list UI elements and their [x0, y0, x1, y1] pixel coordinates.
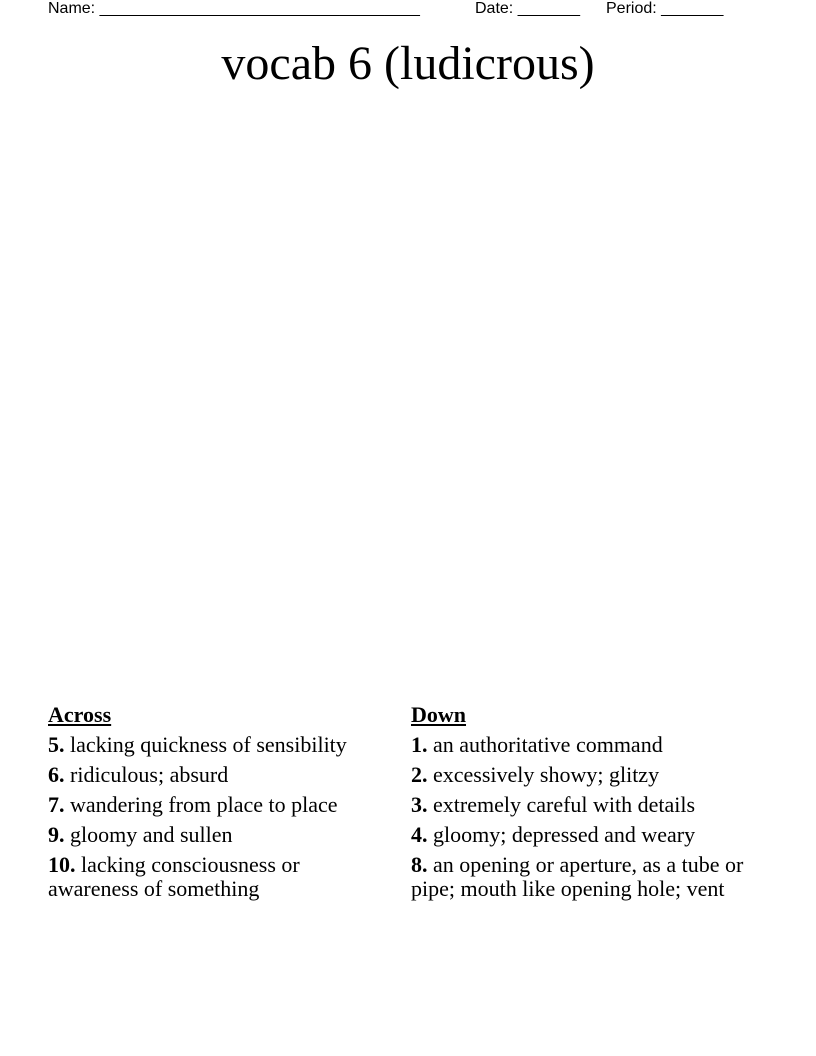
down-heading: Down: [411, 702, 467, 727]
clue-text: an authoritative command: [433, 732, 663, 757]
down-clues: [411, 703, 768, 907]
clue-number: 9.: [48, 822, 65, 847]
clue-number: 10.: [48, 852, 76, 877]
clue-text: extremely careful with details: [433, 792, 696, 817]
clue-text: an opening or aperture, as a tube or pipe; mouth like opening hole; vent: [411, 852, 744, 901]
worksheet-title: vocab 6 (ludicrous): [221, 37, 595, 90]
down-clue: [411, 763, 768, 787]
clue-text: lacking consciousness or awareness of something: [48, 852, 300, 901]
clue-number: 1.: [411, 732, 428, 757]
student-info-header: [48, 0, 768, 20]
clue-text: wandering from place to place: [70, 792, 338, 817]
clue-number: 4.: [411, 822, 428, 847]
crossword-grid-area: [48, 110, 768, 690]
clue-text: ridiculous; absurd: [70, 762, 229, 787]
across-clue: [48, 733, 358, 757]
clue-number: 2.: [411, 762, 428, 787]
down-clue: [411, 793, 768, 817]
across-clue: [48, 793, 358, 817]
clue-text: gloomy; depressed and weary: [433, 822, 696, 847]
clue-number: 3.: [411, 792, 428, 817]
across-clue: [48, 823, 358, 847]
across-clue: [48, 853, 358, 901]
period-field[interactable]: Period: _______: [606, 0, 724, 17]
clue-number: 5.: [48, 732, 65, 757]
clue-text: excessively showy; glitzy: [433, 762, 660, 787]
name-field[interactable]: Name: ____________________________________: [48, 0, 420, 17]
down-clue: [411, 823, 768, 847]
down-clue: [411, 733, 768, 757]
clue-text: lacking quickness of sensibility: [70, 732, 347, 757]
date-field[interactable]: Date: _______: [475, 0, 580, 17]
across-clues: [48, 703, 358, 907]
clue-number: 7.: [48, 792, 65, 817]
across-heading: Across: [48, 702, 112, 727]
down-clue: [411, 853, 768, 901]
clue-number: 6.: [48, 762, 65, 787]
clue-text: gloomy and sullen: [70, 822, 233, 847]
clue-number: 8.: [411, 852, 428, 877]
across-clue: [48, 763, 358, 787]
